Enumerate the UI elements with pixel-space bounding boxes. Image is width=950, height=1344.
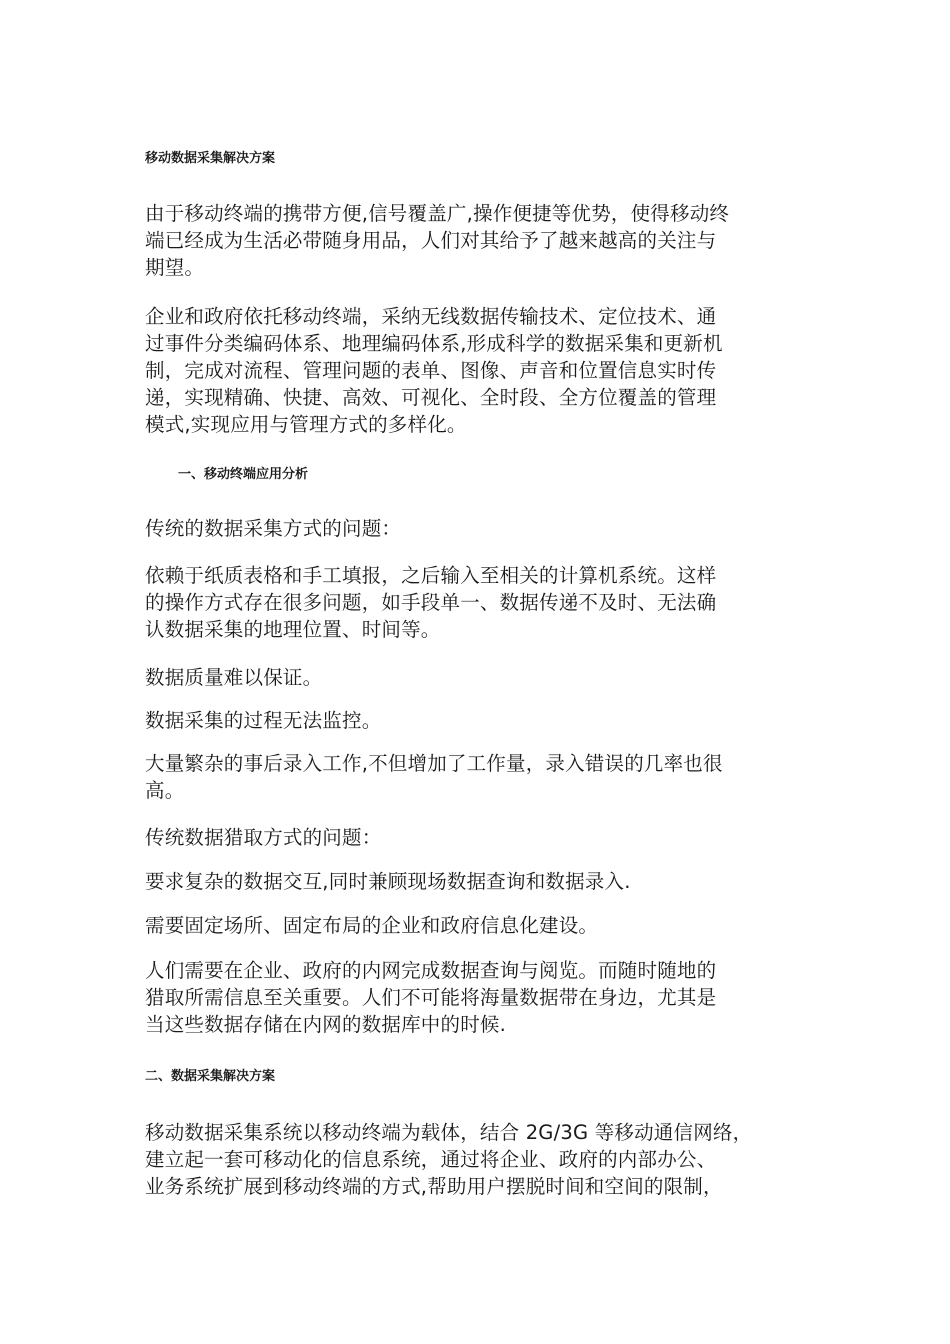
retrieval-point-2-text: 需要固定场所、固定布局的企业和政府信息化建设。: [145, 914, 599, 937]
retrieval-point-3-line-3: 当这些数据存储在内网的数据库中的时候.: [145, 1013, 506, 1036]
collection-point-1-text: 数据质量难以保证。: [145, 666, 323, 689]
intro-line-1: 由于移动终端的携带方便,信号覆盖广,操作便捷等优势，使得移动终: [145, 202, 730, 225]
collection-desc-line-3: 认数据采集的地理位置、时间等。: [145, 618, 441, 641]
collection-point-3-line-2: 高。: [145, 779, 185, 802]
intro-line-2: 端已经成为生活必带随身用品，人们对其给予了越来越高的关注与: [145, 229, 717, 252]
traditional-collection-title-text: 传统的数据采集方式的问题：: [145, 517, 402, 540]
collection-point-1: [145, 664, 810, 691]
collection-point-2: [145, 707, 810, 734]
enterprise-line-1: 企业和政府依托移动终端，采纳无线数据传输技术、定位技术、通: [145, 305, 717, 328]
traditional-collection-description: [145, 562, 810, 643]
solution-line-2: 建立起一套可移动化的信息系统，通过将企业、政府的内部办公、: [145, 1148, 717, 1171]
traditional-retrieval-title-text: 传统数据猎取方式的问题：: [145, 826, 382, 849]
intro-paragraph: [145, 200, 810, 281]
retrieval-point-3-line-1: 人们需要在企业、政府的内网完成数据查询与阅览。而随时随地的: [145, 959, 717, 982]
collection-desc-line-1: 依赖于纸质表格和手工填报，之后输入至相关的计算机系统。这样: [145, 564, 717, 587]
section-1-heading: 一、移动终端应用分析: [178, 467, 309, 482]
enterprise-line-5: 模式,实现应用与管理方式的多样化。: [145, 413, 467, 436]
enterprise-line-3: 制，完成对流程、管理问题的表单、图像、声音和位置信息实时传: [145, 359, 717, 382]
collection-point-3: [145, 750, 810, 804]
document-title: 移动数据采集解决方案: [145, 151, 276, 166]
retrieval-point-1: [145, 868, 810, 895]
retrieval-point-2: [145, 912, 810, 939]
traditional-collection-title: [145, 515, 810, 542]
collection-desc-line-2: 的操作方式存在很多问题，如手段单一、数据传递不及时、无法确: [145, 591, 717, 614]
collection-point-3-line-1: 大量繁杂的事后录入工作,不但增加了工作量，录入错误的几率也很: [145, 752, 723, 775]
solution-line-3: 业务系统扩展到移动终端的方式,帮助用户摆脱时间和空间的限制，: [145, 1175, 723, 1198]
traditional-retrieval-title: [145, 824, 810, 851]
retrieval-point-3-line-2: 猎取所需信息至关重要。人们不可能将海量数据带在身边，尤其是: [145, 986, 717, 1009]
collection-point-2-text: 数据采集的过程无法监控。: [145, 709, 382, 732]
enterprise-line-4: 递，实现精确、快捷、高效、可视化、全时段、全方位覆盖的管理: [145, 386, 717, 409]
enterprise-paragraph: [145, 303, 810, 438]
retrieval-point-3: [145, 957, 810, 1038]
intro-line-3: 期望。: [145, 256, 205, 279]
solution-paragraph: [145, 1119, 810, 1200]
retrieval-point-1-text: 要求复杂的数据交互,同时兼顾现场数据查询和数据录入.: [145, 870, 631, 893]
enterprise-line-2: 过事件分类编码体系、地理编码体系,形成科学的数据采集和更新机: [145, 332, 723, 355]
section-2-heading: 二、数据采集解决方案: [145, 1069, 276, 1084]
solution-line-1: 移动数据采集系统以移动终端为载体，结合 2G/3G 等移动通信网络，: [145, 1121, 753, 1144]
